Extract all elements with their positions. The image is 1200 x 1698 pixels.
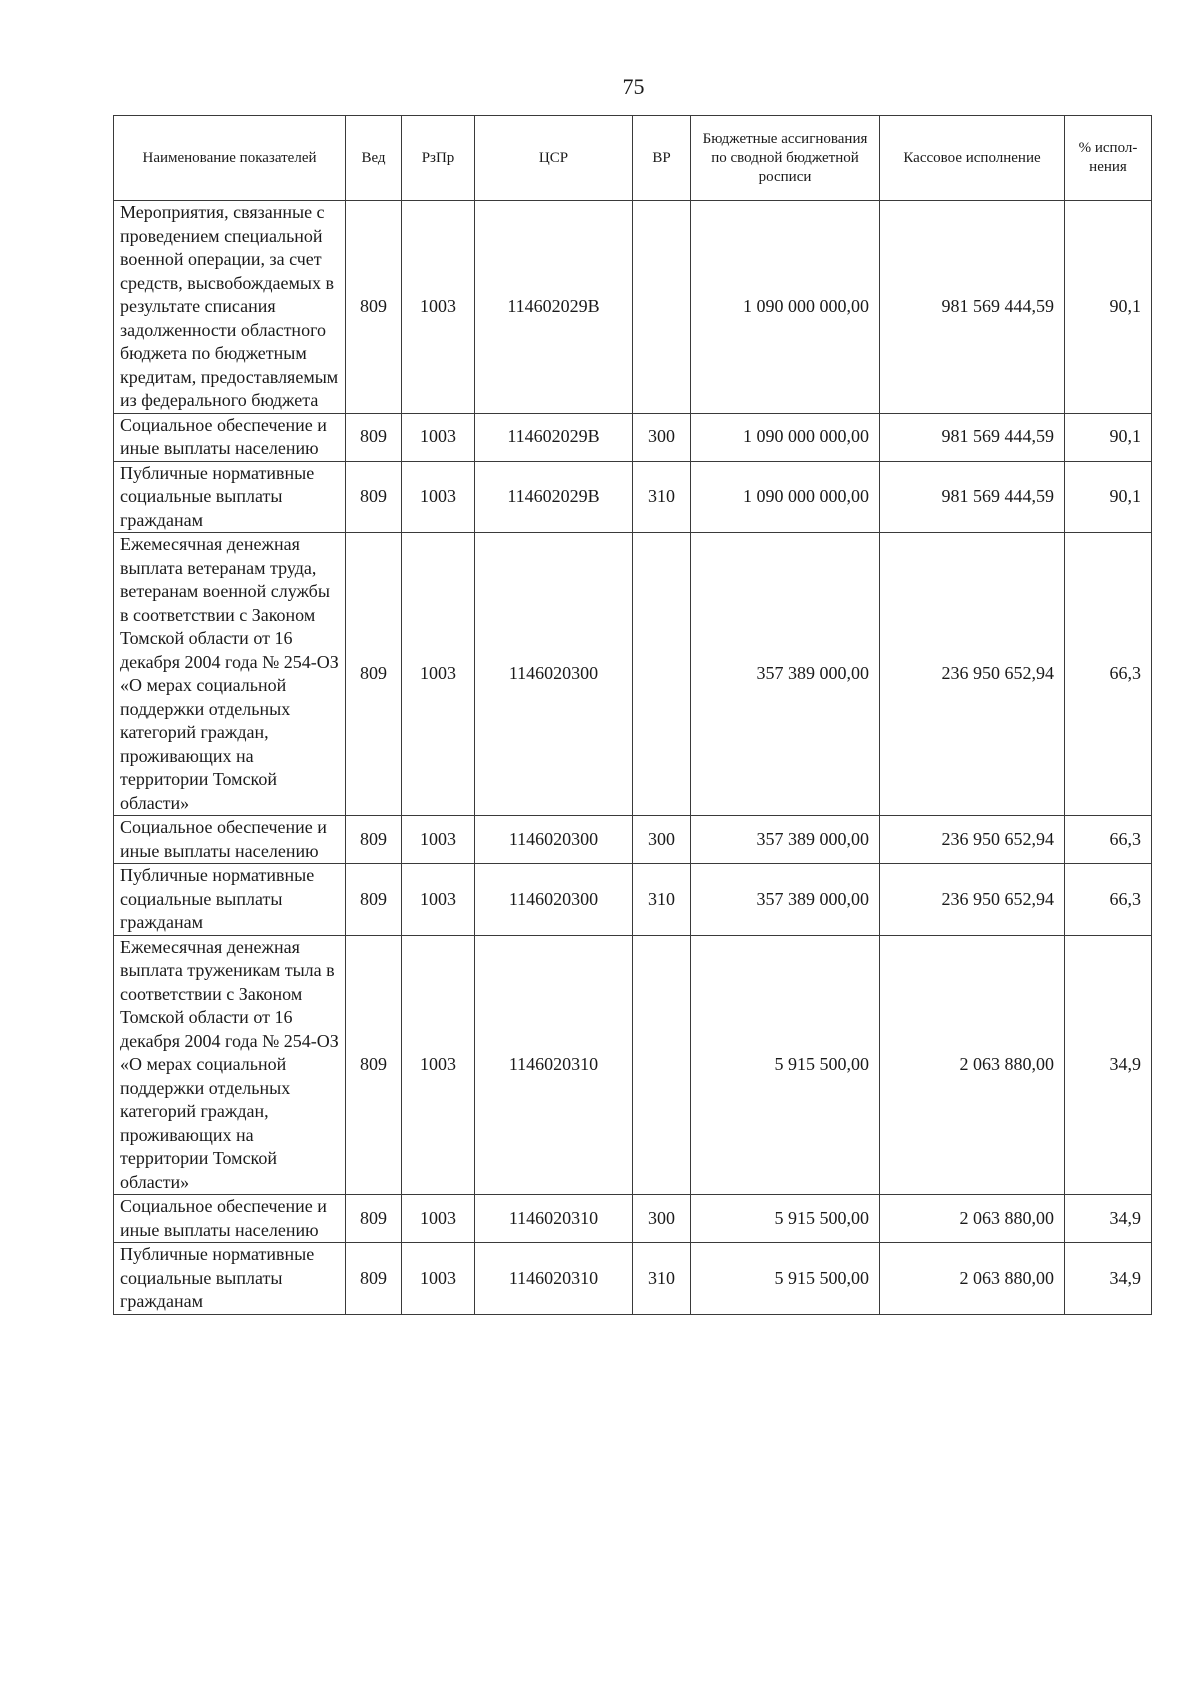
row-cash: 236 950 652,94 [880,816,1065,864]
row-cash: 236 950 652,94 [880,864,1065,936]
row-rzpr: 1003 [402,461,475,533]
row-vr [633,935,691,1195]
row-ved: 809 [346,816,402,864]
row-csr: 1146020310 [475,1243,633,1315]
row-rzpr: 1003 [402,413,475,461]
row-vr [633,201,691,414]
budget-execution-table [113,115,1152,1315]
header-percent: % испол-нения [1065,116,1152,201]
row-cash: 981 569 444,59 [880,201,1065,414]
row-cash: 981 569 444,59 [880,461,1065,533]
row-budget: 1 090 000 000,00 [691,413,880,461]
row-budget: 5 915 500,00 [691,935,880,1195]
table-row [114,864,1152,936]
row-ved: 809 [346,413,402,461]
row-name: Мероприятия, связанные с проведением специальной военной операции, за счет средств, высвобождаемых в результате списания задолженности областного бюджета по бюджетным кредитам, предоставляемым из федерального бюджета [114,201,346,414]
row-rzpr: 1003 [402,864,475,936]
row-ved: 809 [346,1243,402,1315]
row-percent: 34,9 [1065,1243,1152,1315]
row-name: Социальное обеспечение и иные выплаты населению [114,816,346,864]
row-percent: 66,3 [1065,533,1152,816]
row-budget: 357 389 000,00 [691,864,880,936]
row-csr: 1146020300 [475,816,633,864]
row-csr: 114602029В [475,413,633,461]
table-row [114,1195,1152,1243]
table-header-row [114,116,1152,201]
row-percent: 34,9 [1065,935,1152,1195]
row-vr: 310 [633,864,691,936]
row-budget: 5 915 500,00 [691,1195,880,1243]
row-budget: 5 915 500,00 [691,1243,880,1315]
row-name: Социальное обеспечение и иные выплаты населению [114,413,346,461]
table-row [114,816,1152,864]
row-cash: 2 063 880,00 [880,935,1065,1195]
row-rzpr: 1003 [402,1243,475,1315]
header-csr: ЦСР [475,116,633,201]
row-ved: 809 [346,935,402,1195]
row-name: Социальное обеспечение и иные выплаты населению [114,1195,346,1243]
row-rzpr: 1003 [402,935,475,1195]
row-rzpr: 1003 [402,201,475,414]
header-rzpr: РзПр [402,116,475,201]
row-name: Ежемесячная денежная выплата ветеранам труда, ветеранам военной службы в соответствии с Законом Томской области от 16 декабря 2004 года № 254-ОЗ «О мерах социальной поддержки отдельных категорий граждан, проживающих на территории Томской области» [114,533,346,816]
header-ved: Вед [346,116,402,201]
row-vr: 300 [633,816,691,864]
row-cash: 236 950 652,94 [880,533,1065,816]
row-budget: 1 090 000 000,00 [691,201,880,414]
row-percent: 66,3 [1065,816,1152,864]
row-ved: 809 [346,201,402,414]
table-row [114,935,1152,1195]
row-csr: 114602029В [475,201,633,414]
row-percent: 66,3 [1065,864,1152,936]
row-percent: 90,1 [1065,413,1152,461]
table-row [114,461,1152,533]
row-budget: 357 389 000,00 [691,533,880,816]
row-csr: 114602029В [475,461,633,533]
row-vr: 300 [633,413,691,461]
header-name: Наименование показателей [114,116,346,201]
table-row [114,1243,1152,1315]
table-row [114,201,1152,414]
row-name: Публичные нормативные социальные выплаты гражданам [114,864,346,936]
row-name: Ежемесячная денежная выплата труженикам тыла в соответствии с Законом Томской области от 16 декабря 2004 года № 254-ОЗ «О мерах социальной поддержки отдельных категорий граждан, проживающих на территории Томской области» [114,935,346,1195]
row-cash: 2 063 880,00 [880,1243,1065,1315]
row-csr: 1146020300 [475,533,633,816]
row-csr: 1146020310 [475,935,633,1195]
row-vr: 310 [633,1243,691,1315]
row-vr: 310 [633,461,691,533]
table-row [114,533,1152,816]
row-percent: 90,1 [1065,201,1152,414]
row-budget: 1 090 000 000,00 [691,461,880,533]
page-number: 75 [622,74,645,99]
table-row [114,413,1152,461]
row-vr [633,533,691,816]
row-csr: 1146020310 [475,1195,633,1243]
row-name: Публичные нормативные социальные выплаты гражданам [114,461,346,533]
row-csr: 1146020300 [475,864,633,936]
row-percent: 34,9 [1065,1195,1152,1243]
header-budget: Бюджетные ассигнования по сводной бюджетной росписи [691,116,880,201]
row-ved: 809 [346,1195,402,1243]
row-cash: 981 569 444,59 [880,413,1065,461]
row-name: Публичные нормативные социальные выплаты гражданам [114,1243,346,1315]
row-ved: 809 [346,864,402,936]
header-vr: ВР [633,116,691,201]
header-cash: Кассовое исполнение [880,116,1065,201]
row-cash: 2 063 880,00 [880,1195,1065,1243]
row-percent: 90,1 [1065,461,1152,533]
row-ved: 809 [346,461,402,533]
row-rzpr: 1003 [402,816,475,864]
row-budget: 357 389 000,00 [691,816,880,864]
row-rzpr: 1003 [402,1195,475,1243]
row-vr: 300 [633,1195,691,1243]
row-rzpr: 1003 [402,533,475,816]
row-ved: 809 [346,533,402,816]
